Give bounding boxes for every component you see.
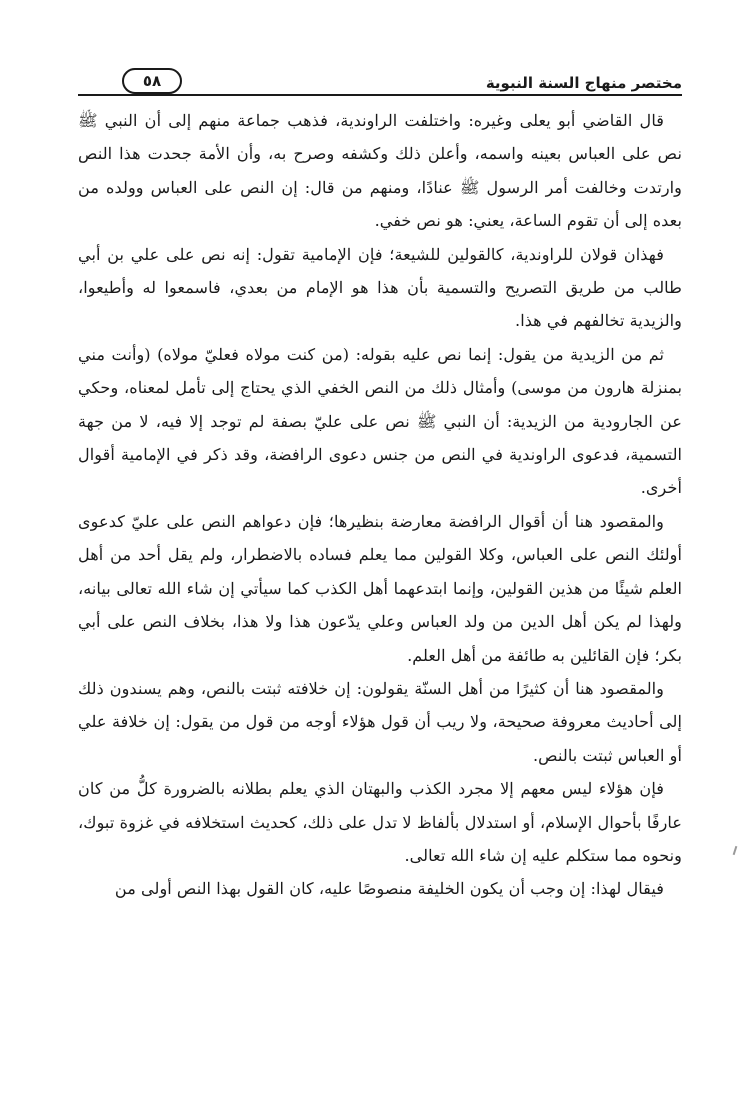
- paragraph: ثم من الزيدية من يقول: إنما نص عليه بقوله: (من كنت مولاه فعليّ مولاه) (وأنت مني بمنزلة هارون من موسى) وأمثال ذلك من النص الخفي الذي يحتاج إلى تأمل لمعناه، وحكي عن الجارودية من الزيدية: أن النبي ﷺ نص على عليّ بصفة لم توجد إلا فيه، لا من جهة التسمية، فدعوى الراوندية في النص من جنس دعوى الرافضة، وقد ذكر في الإمامية أقوال أخرى.: [78, 344, 682, 498]
- paragraph: فيقال لهذا: إن وجب أن يكون الخليفة منصوصًا عليه، كان القول بهذا النص أولى من: [114, 879, 664, 899]
- body-text: [78, 104, 682, 1044]
- paragraph: والمقصود هنا أن أقوال الرافضة معارضة بنظيرها؛ فإن دعواهم النص على عليّ كدعوى أولئك النص على العباس، وكلا القولين مما يعلم فساده بالاضطرار، ولم يقل أحد من أهل العلم شيئًا من هذين القولين، وإنما ابتدعهما أهل الكذب كما سيأتي إن شاء الله تعالى بيانه، ولهذا لم يكن أهل الدين من ولد العباس وعلي يدّعون هذا ولا هذا، بخلاف النص على أبي بكر؛ فإن القائلين به طائفة من أهل العلم.: [78, 511, 682, 665]
- page-header: [78, 62, 682, 98]
- running-title: مختصر منهاج السنة النبوية: [485, 74, 682, 92]
- header-rule: [78, 94, 682, 96]
- paragraph: قال القاضي أبو يعلى وغيره: واختلفت الراوندية، فذهب جماعة منهم إلى أن النبي ﷺ نص على العباس بعينه واسمه، وأعلن ذلك وكشفه وصرح به، وأن الأمة جحدت هذا النص وارتدت وخالفت أمر الرسول ﷺ عنادًا، ومنهم من قال: إن النص على العباس وولده من بعده إلى أن تقوم الساعة، يعني: هو نص خفي.: [78, 111, 682, 231]
- paragraph: فإن هؤلاء ليس معهم إلا مجرد الكذب والبهتان الذي يعلم بطلانه بالضرورة كلُّ من كان عارفًا بأحوال الإسلام، أو استدلال بألفاظ لا تدل على ذلك، كحديث استخلافه في غزوة تبوك، ونحوه مما ستكلم عليه إن شاء الله تعالى.: [78, 779, 682, 865]
- paragraph: فهذان قولان للراوندية، كالقولين للشيعة؛ فإن الإمامية تقول: إنه نص على علي بن أبي طالب من طريق التصريح والتسمية بأن هذا هو الإمام من بعدي، فاسمعوا له وأطيعوا، والزيدية تخالفهم في هذا.: [78, 244, 682, 331]
- paragraph: والمقصود هنا أن كثيرًا من أهل السنّة يقولون: إن خلافته ثبتت بالنص، وهم يسندون ذلك إلى أحاديث معروفة صحيحة، ولا ريب أن قول هؤلاء أوجه من قول من يقول: إن خلافة علي أو العباس ثبتت بالنص.: [78, 678, 682, 765]
- scan-mark: [733, 846, 738, 855]
- page-number: ٥٨: [122, 68, 182, 94]
